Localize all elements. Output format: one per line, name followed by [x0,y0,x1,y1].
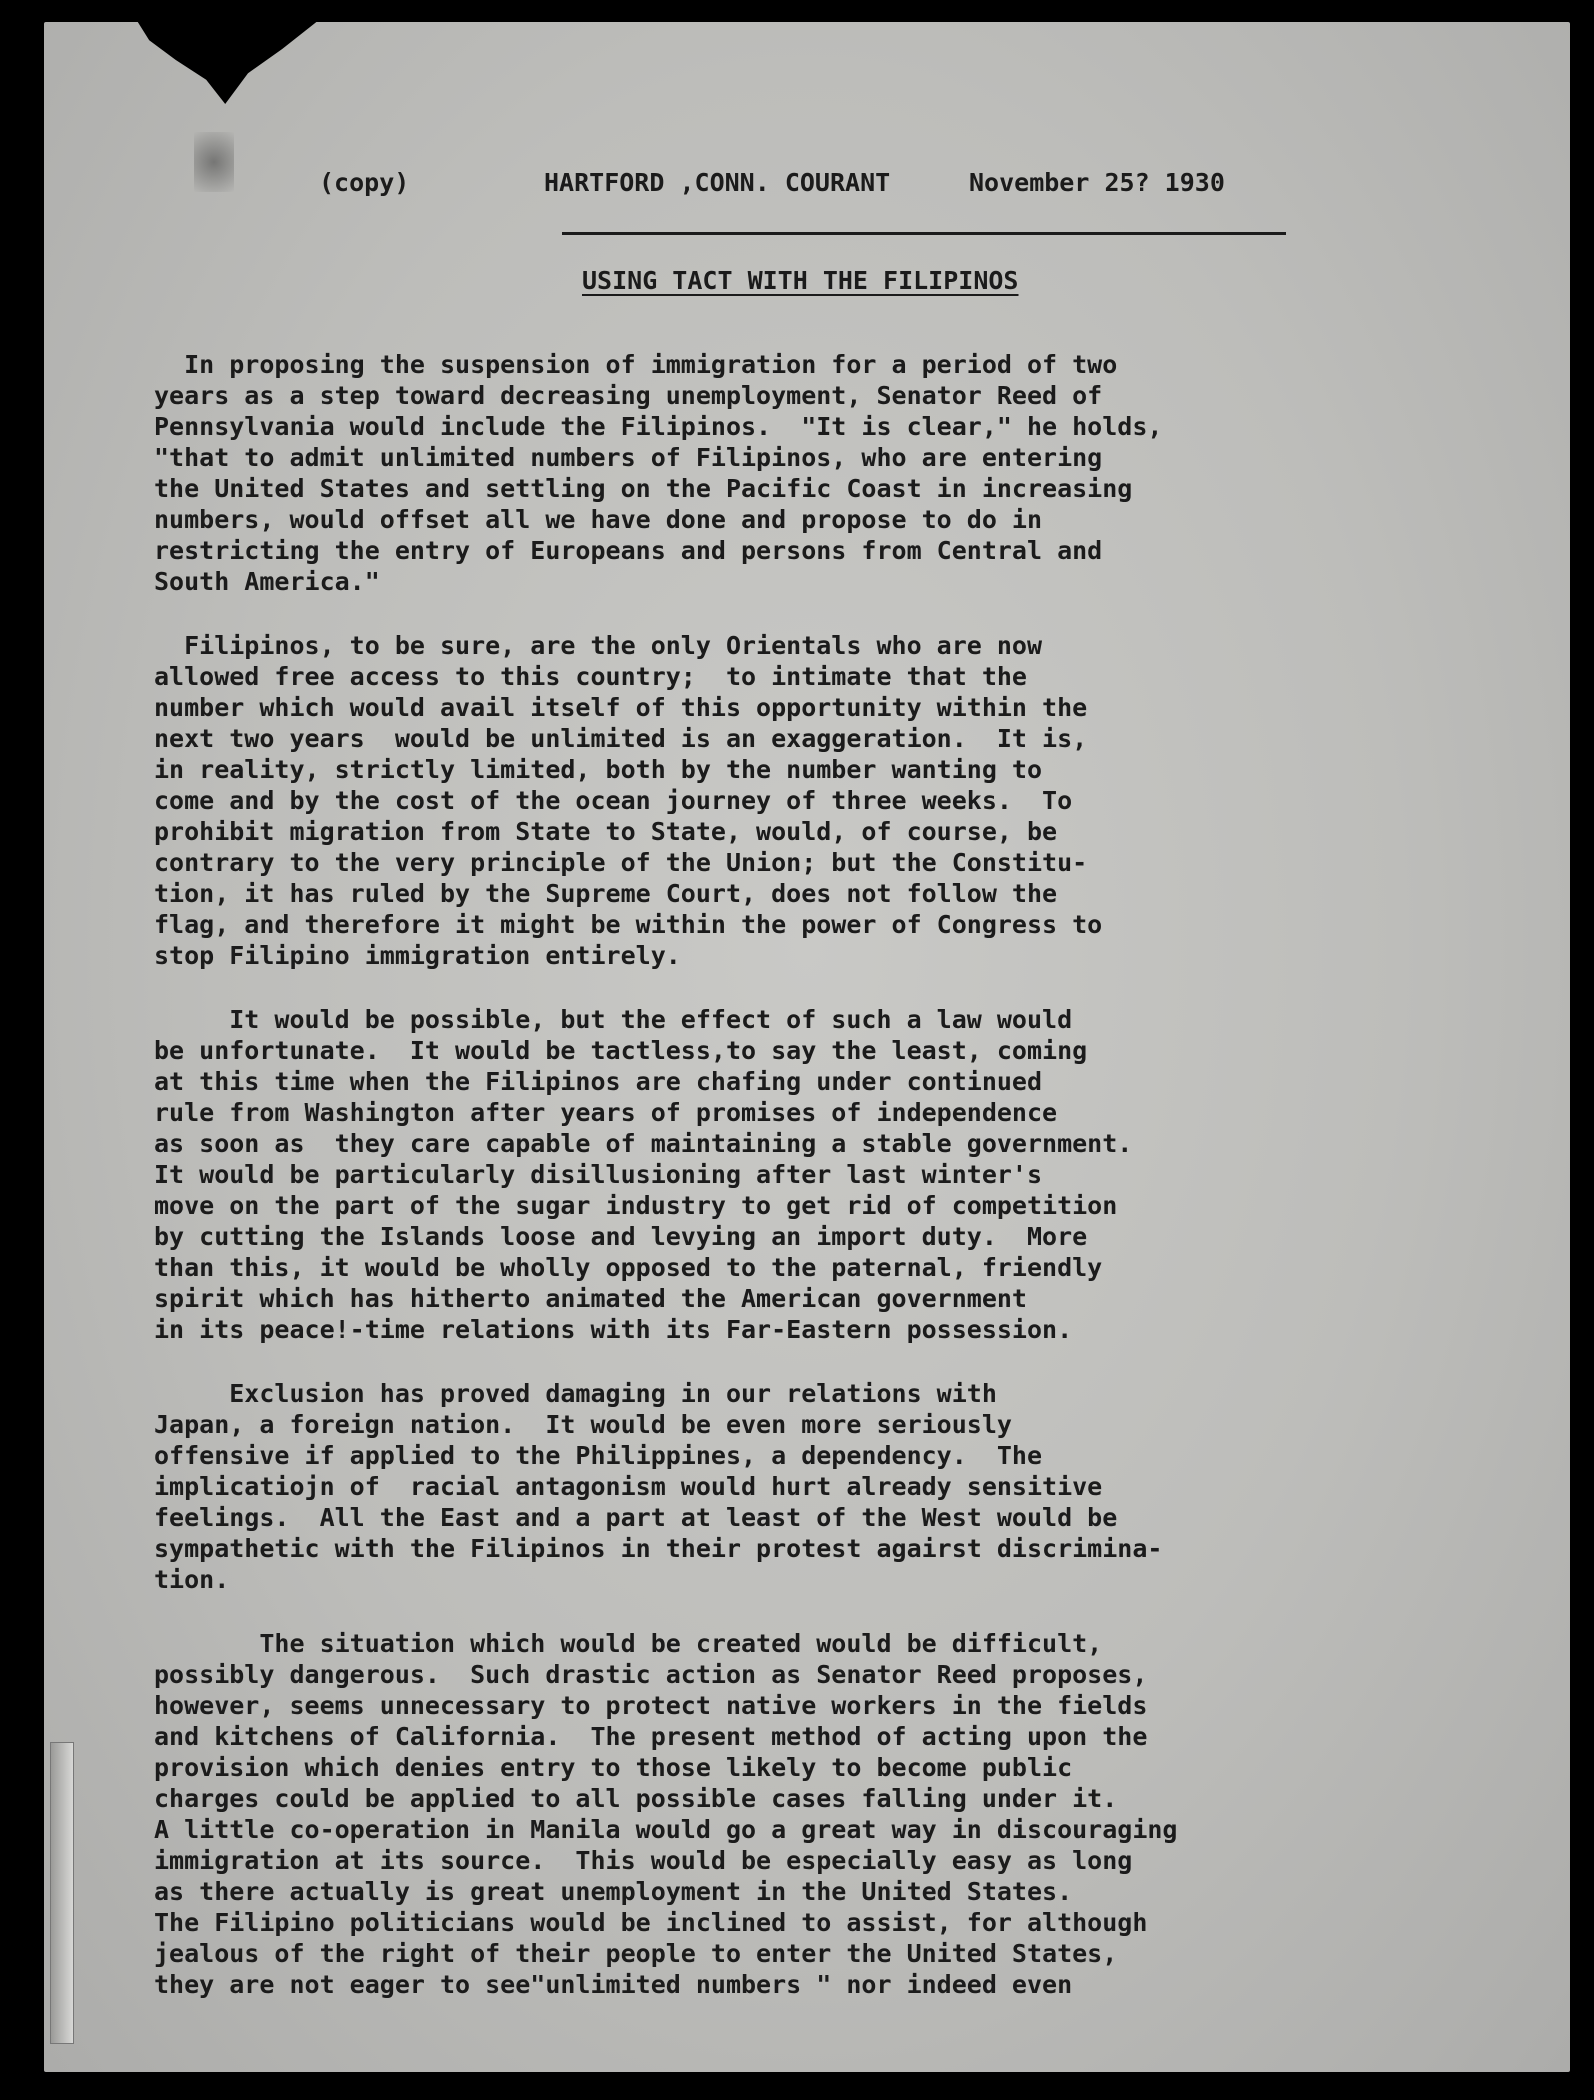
paragraph-3 [154,1004,1132,1345]
text-line: in its peace!-time relations with its Far-Eastern possession. [154,1315,1073,1344]
text-line: they are not eager to see"unlimited numbers " nor indeed even [154,1970,1073,1999]
text-line: tion. [154,1565,230,1594]
publication-date: November 25? 1930 [969,168,1225,197]
text-line: number which would avail itself of this opportunity within the [154,693,1088,722]
text-line: sympathetic with the Filipinos in their protest agairst discrimina- [154,1534,1163,1563]
paragraph-2 [154,630,1102,971]
text-line: prohibit migration from State to State, would, of course, be [154,817,1058,846]
text-line: The Filipino politicians would be inclined to assist, for although [154,1908,1148,1937]
text-line: In proposing the suspension of immigration for a period of two [154,350,1118,379]
text-line: jealous of the right of their people to enter the United States, [154,1939,1118,1968]
paragraph-4 [154,1378,1162,1595]
text-line: offensive if applied to the Philippines, a dependency. The [154,1441,1043,1470]
text-line: come and by the cost of the ocean journey of three weeks. To [154,786,1073,815]
text-line: stop Filipino immigration entirely. [154,941,681,970]
text-line: and kitchens of California. The present method of acting upon the [154,1722,1148,1751]
text-line: be unfortunate. It would be tactless,to say the least, coming [154,1036,1088,1065]
text-line: The situation which would be created would be difficult, [154,1629,1103,1658]
text-line: Japan, a foreign nation. It would be even more seriously [154,1410,1012,1439]
text-line: South America." [154,567,380,596]
newspaper-source: HARTFORD ,CONN. COURANT [544,168,891,197]
text-line: spirit which has hitherto animated the American government [154,1284,1027,1313]
text-line: however, seems unnecessary to protect native workers in the fields [154,1691,1148,1720]
text-line: years as a step toward decreasing unemployment, Senator Reed of [154,381,1103,410]
text-line: as soon as they care capable of maintaining a stable government. [154,1129,1133,1158]
text-line: by cutting the Islands loose and levying an import duty. More [154,1222,1088,1251]
copy-label: (copy) [319,168,410,197]
text-line: Exclusion has proved damaging in our relations with [154,1379,997,1408]
text-line: than this, it would be wholly opposed to the paternal, friendly [154,1253,1103,1282]
text-line: Pennsylvania would include the Filipinos. "It is clear," he holds, [154,412,1163,441]
typed-letter [44,22,1570,2072]
text-line: It would be particularly disillusioning after last winter's [154,1160,1043,1189]
text-line: contrary to the very principle of the Union; but the Constitu- [154,848,1088,877]
text-line: A little co-operation in Manila would go a great way in discouraging [154,1815,1178,1844]
text-line: as there actually is great unemployment in the United States. [154,1877,1073,1906]
text-line: numbers, would offset all we have done and propose to do in [154,505,1043,534]
text-line: move on the part of the sugar industry to get rid of competition [154,1191,1118,1220]
text-line: feelings. All the East and a part at least of the West would be [154,1503,1118,1532]
text-line: at this time when the Filipinos are chafing under continued [154,1067,1043,1096]
text-line: in reality, strictly limited, both by the number wanting to [154,755,1043,784]
text-line: allowed free access to this country; to intimate that the [154,662,1027,691]
text-line: Filipinos, to be sure, are the only Orientals who are now [154,631,1043,660]
text-line: provision which denies entry to those likely to become public [154,1753,1073,1782]
text-line: next two years would be unlimited is an exaggeration. It is, [154,724,1088,753]
text-line: flag, and therefore it might be within the power of Congress to [154,910,1103,939]
paragraph-5 [154,1628,1178,2000]
text-line: possibly dangerous. Such drastic action as Senator Reed proposes, [154,1660,1148,1689]
text-line: "that to admit unlimited numbers of Filipinos, who are entering [154,443,1103,472]
text-line: It would be possible, but the effect of such a law would [154,1005,1073,1034]
text-line: implicatiojn of racial antagonism would hurt already sensitive [154,1472,1103,1501]
header-rule [562,232,1286,235]
text-line: charges could be applied to all possible cases falling under it. [154,1784,1118,1813]
text-line: immigration at its source. This would be especially easy as long [154,1846,1133,1875]
paragraph-1 [154,349,1162,597]
text-line: restricting the entry of Europeans and persons from Central and [154,536,1103,565]
document-page [44,22,1570,2072]
text-line: the United States and settling on the Pacific Coast in increasing [154,474,1133,503]
text-line: rule from Washington after years of promises of independence [154,1098,1058,1127]
text-line: tion, it has ruled by the Supreme Court, does not follow the [154,879,1058,908]
article-title: USING TACT WITH THE FILIPINOS [582,266,1019,295]
